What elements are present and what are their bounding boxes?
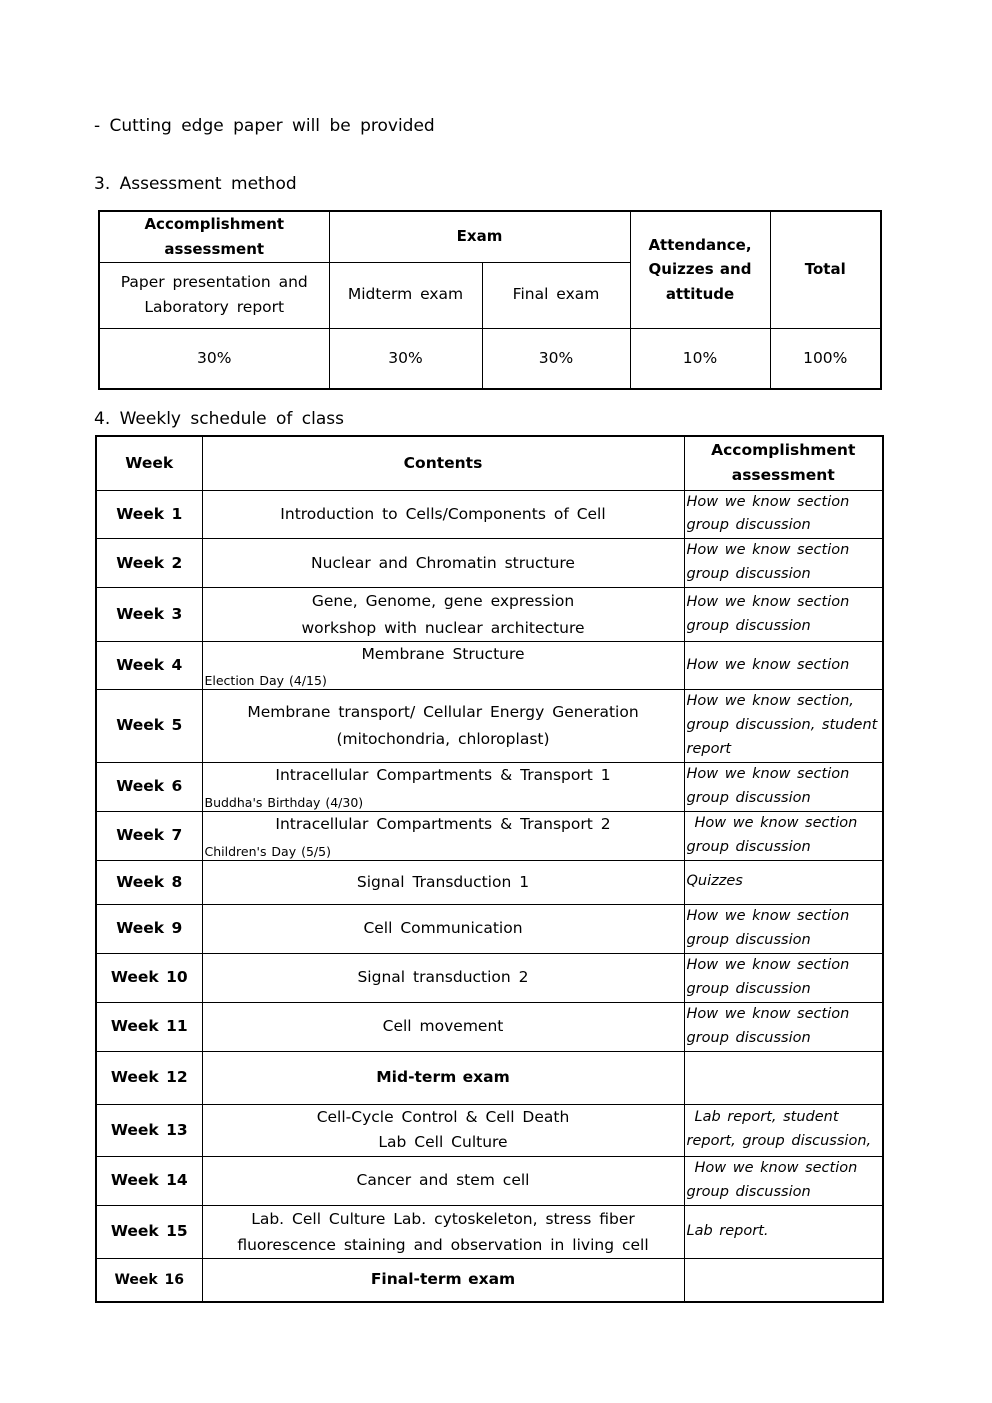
midterm-value: 30% bbox=[329, 328, 482, 389]
week-assessment: How we know section group discussion bbox=[684, 1156, 883, 1205]
week-content: Mid-term exam bbox=[202, 1051, 684, 1104]
schedule-heading: 4. Weekly schedule of class bbox=[94, 409, 344, 429]
week-label: Week 1 bbox=[96, 490, 202, 539]
week-content bbox=[202, 811, 684, 860]
paper-value: 30% bbox=[99, 328, 329, 389]
week-assessment: How we know section group discussion bbox=[684, 763, 883, 812]
week-label: Week 7 bbox=[96, 811, 202, 860]
week-content: Cell Communication bbox=[202, 904, 684, 953]
week-label: Week 11 bbox=[96, 1002, 202, 1051]
schedule-table bbox=[95, 435, 884, 1303]
intro-line: - Cutting edge paper will be provided bbox=[94, 116, 435, 136]
week-content: Cell-Cycle Control & Cell Death Lab Cell Culture bbox=[202, 1104, 684, 1156]
week-content bbox=[202, 642, 684, 690]
week-label: Week 15 bbox=[96, 1205, 202, 1259]
week-label: Week 14 bbox=[96, 1156, 202, 1205]
week-assessment: How we know section, group discussion, student report bbox=[684, 690, 883, 763]
exam-header: Exam bbox=[329, 211, 630, 262]
midterm-subheader: Midterm exam bbox=[329, 262, 482, 328]
week-assessment bbox=[684, 1051, 883, 1104]
attendance-header: Attendance, Quizzes and attitude bbox=[630, 211, 770, 328]
week-assessment: How we know section bbox=[684, 642, 883, 690]
holiday-note: Election Day (4/15) bbox=[204, 673, 327, 689]
attendance-value: 10% bbox=[630, 328, 770, 389]
week-label: Week 4 bbox=[96, 642, 202, 690]
week-content bbox=[202, 763, 684, 812]
contents-column-header: Contents bbox=[202, 436, 684, 490]
week-assessment: How we know section group discussion bbox=[684, 539, 883, 588]
holiday-note: Children's Day (5/5) bbox=[204, 843, 331, 859]
assessment-heading: 3. Assessment method bbox=[94, 174, 297, 194]
week-content-text: Intracellular Compartments & Transport 2 bbox=[275, 814, 611, 833]
week-label: Week 13 bbox=[96, 1104, 202, 1156]
week-assessment: How we know section group discussion bbox=[684, 1002, 883, 1051]
week-assessment: How we know section group discussion bbox=[684, 904, 883, 953]
week-column-header: Week bbox=[96, 436, 202, 490]
week-label: Week 16 bbox=[96, 1259, 202, 1302]
week-content-text: Intracellular Compartments & Transport 1 bbox=[275, 766, 611, 785]
week-content: Gene, Genome, gene expression workshop with nuclear architecture bbox=[202, 588, 684, 642]
final-value: 30% bbox=[482, 328, 630, 389]
total-header: Total bbox=[770, 211, 881, 328]
week-assessment: Lab report. bbox=[684, 1205, 883, 1259]
week-label: Week 6 bbox=[96, 763, 202, 812]
week-label: Week 5 bbox=[96, 690, 202, 763]
week-content: Nuclear and Chromatin structure bbox=[202, 539, 684, 588]
week-label: Week 10 bbox=[96, 953, 202, 1002]
week-assessment: How we know section group discussion bbox=[684, 953, 883, 1002]
assessment-column-header: Accomplishment assessment bbox=[684, 436, 883, 490]
week-label: Week 12 bbox=[96, 1051, 202, 1104]
holiday-note: Buddha's Birthday (4/30) bbox=[204, 794, 364, 810]
week-content-text: Membrane Structure bbox=[361, 645, 525, 664]
week-label: Week 9 bbox=[96, 904, 202, 953]
assessment-table bbox=[98, 210, 882, 390]
total-value: 100% bbox=[770, 328, 881, 389]
week-content: Cancer and stem cell bbox=[202, 1156, 684, 1205]
week-content: Signal transduction 2 bbox=[202, 953, 684, 1002]
week-label: Week 2 bbox=[96, 539, 202, 588]
week-assessment: How we know section group discussion bbox=[684, 588, 883, 642]
accomplishment-header: Accomplishment assessment bbox=[99, 211, 329, 262]
week-content: Membrane transport/ Cellular Energy Generation (mitochondria, chloroplast) bbox=[202, 690, 684, 763]
week-label: Week 8 bbox=[96, 860, 202, 904]
week-content: Signal Transduction 1 bbox=[202, 860, 684, 904]
week-assessment bbox=[684, 1259, 883, 1302]
week-content: Introduction to Cells/Components of Cell bbox=[202, 490, 684, 539]
week-assessment: How we know section group discussion bbox=[684, 490, 883, 539]
week-label: Week 3 bbox=[96, 588, 202, 642]
week-assessment: Lab report, student report, group discussion, bbox=[684, 1104, 883, 1156]
week-content: Final-term exam bbox=[202, 1259, 684, 1302]
week-content: Cell movement bbox=[202, 1002, 684, 1051]
week-assessment: Quizzes bbox=[684, 860, 883, 904]
paper-subheader: Paper presentation and Laboratory report bbox=[99, 262, 329, 328]
week-content: Lab. Cell Culture Lab. cytoskeleton, stress fiber fluorescence staining and observation in living cell bbox=[202, 1205, 684, 1259]
week-assessment: How we know section group discussion bbox=[684, 811, 883, 860]
final-subheader: Final exam bbox=[482, 262, 630, 328]
